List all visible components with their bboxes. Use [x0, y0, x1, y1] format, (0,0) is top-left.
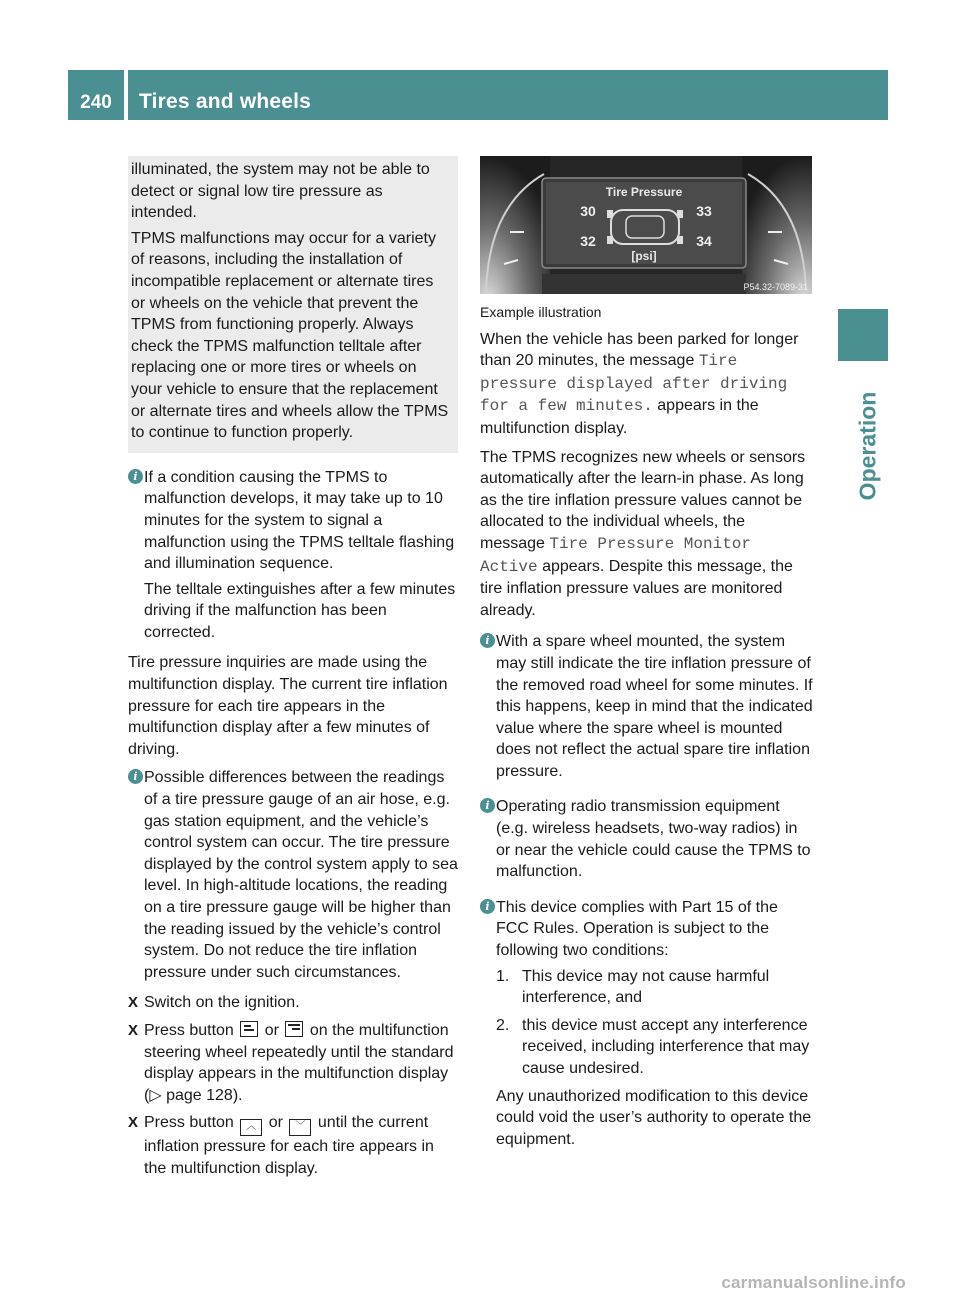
paragraph-text: appears in the multifunction display.: [480, 397, 759, 437]
header-bar: [128, 70, 888, 120]
figure-code: P54.32-7089-31: [743, 282, 808, 292]
info-icon: i: [480, 633, 495, 648]
note-text: If a condition causing the TPMS to malfunction develops, it may take up to 10 minutes for the system to signal a malfunction using the TPMS telltale flashing and illumination sequence.: [144, 468, 455, 573]
info-note: [480, 897, 814, 1151]
display-forward-button-icon: [240, 1021, 258, 1037]
step-text: or: [268, 1114, 283, 1132]
warning-box: [128, 156, 458, 453]
info-note: [128, 467, 460, 644]
note-text: The telltale extinguishes after a few minutes driving if the malfunction has been corrected.: [144, 580, 456, 641]
list-item: [496, 966, 814, 1009]
info-note: [480, 631, 814, 782]
step-text: Press button: [144, 1021, 234, 1039]
pressure-rear-left: 32: [580, 233, 596, 249]
screen-unit: [psi]: [631, 249, 657, 263]
watermark: carmanualsonline.info: [721, 1273, 906, 1292]
note-text: This device complies with Part 15 of the FCC Rules. Operation is subject to the following two conditions:: [496, 898, 778, 960]
page-number-box: [68, 70, 124, 120]
page-ref-arrow-icon: ▷: [149, 1086, 162, 1104]
instruction-step: [128, 1112, 460, 1179]
list-item-text: This device may not cause harmful interference, and: [522, 967, 770, 1007]
list-number: 2.: [496, 1016, 510, 1034]
section-title: Tires and wheels: [139, 90, 312, 113]
step-text: Switch on the ignition.: [144, 994, 300, 1012]
step-marker-icon: X: [128, 994, 139, 1012]
instruction-step: [128, 992, 460, 1014]
info-note: [480, 796, 814, 882]
display-message: Tire Pressure Monitor Active: [480, 534, 752, 576]
warning-text-2: TPMS malfunctions may occur for a variety of reasons, including the installation of incompatible replacement or alternate tires or wheels on the vehicle that prevent the TPMS from functioning properly. Always check the TPMS malfunction telltale after replacing one or more tires or wheels on your vehicle to ensure that the replacement or alternate tires and wheels allow the TPMS to continue to function properly.: [131, 229, 449, 442]
info-note: [128, 767, 460, 983]
note-text: With a spare wheel mounted, the system may still indicate the tire inflation pressure of the removed road wheel for some minutes. If this happens, keep in mind that the indicated value where the spare wheel is mounted does not reflect the actual spare tire inflation pressure.: [496, 633, 813, 780]
info-icon: i: [128, 469, 143, 484]
body-paragraph: Tire pressure inquiries are made using the multifunction display. The current tire inflation pressure for each tire appears in the multifunction display after a few minutes of driving.: [128, 654, 448, 758]
down-button-icon: ﹀: [289, 1119, 311, 1136]
step-text: on the multifunction steering wheel repeatedly until the standard display appears in the multifunction display (: [144, 1021, 454, 1104]
warning-text-1: illuminated, the system may not be able to detect or signal low tire pressure as intended.: [131, 161, 430, 222]
info-icon: i: [128, 769, 143, 784]
page-number: 240: [80, 92, 112, 113]
pressure-front-left: 30: [580, 203, 596, 219]
step-text: ).: [232, 1086, 243, 1104]
paragraph-text: The TPMS recognizes new wheels or sensors automatically after the learn-in phase. As long as the tire inflation pressure values cannot be allocated to the individual wheels, the message: [480, 448, 806, 552]
display-back-button-icon: [285, 1021, 303, 1037]
step-marker-icon: X: [128, 1021, 139, 1039]
list-item-text: this device must accept any interference received, including interference that may cause undesired.: [522, 1016, 810, 1077]
tire-pressure-display-illustration: [480, 156, 812, 294]
instruction-step: [128, 1020, 460, 1106]
page-reference[interactable]: page 128: [166, 1086, 233, 1104]
note-text: Operating radio transmission equipment (e.g. wireless headsets, two-way radios) in or near the vehicle could cause the TPMS to malfunction.: [496, 798, 811, 881]
paragraph-text: When the vehicle has been parked for longer than 20 minutes, the message: [480, 330, 799, 370]
body-paragraph: [480, 447, 814, 622]
screen-title: Tire Pressure: [605, 185, 683, 199]
info-icon: i: [480, 798, 495, 813]
list-item: [496, 1015, 814, 1080]
note-text: Any unauthorized modification to this device could void the user’s authority to operate the equipment.: [496, 1087, 812, 1148]
step-text: or: [264, 1021, 279, 1039]
display-message: Tire pressure displayed after driving for a few minutes.: [480, 352, 788, 416]
step-marker-icon: X: [128, 1114, 139, 1132]
pressure-rear-right: 34: [696, 233, 712, 249]
body-paragraph: [480, 329, 814, 440]
right-column: [480, 156, 814, 1159]
step-text: Press button: [144, 1114, 234, 1132]
list-number: 1.: [496, 967, 510, 985]
up-button-icon: ︿: [240, 1119, 262, 1136]
note-text: Possible differences between the readings of a tire pressure gauge of an air hose, e.g. gas station equipment, and the vehicle’s control system can occur. The tire pressure displayed by the control system apply to sea level. In high-altitude locations, the reading on a tire pressure gauge will be higher than the reading issued by the vehicle’s control system. Do not reduce the tire inflation pressure under such circumstances.: [144, 769, 458, 981]
numbered-list: [496, 966, 814, 1080]
paragraph-text: appears. Despite this message, the tire inflation pressure values are monitored already.: [480, 557, 793, 619]
side-tab-marker: [838, 309, 888, 361]
side-tab: [848, 366, 888, 526]
side-tab-label: Operation: [854, 391, 881, 501]
step-text: until the current inflation pressure for each tire appears in the multifunction display.: [144, 1114, 434, 1177]
info-icon: i: [480, 899, 495, 914]
pressure-front-right: 33: [696, 203, 712, 219]
left-column: [128, 156, 460, 1186]
figure-caption: Example illustration: [480, 304, 602, 320]
